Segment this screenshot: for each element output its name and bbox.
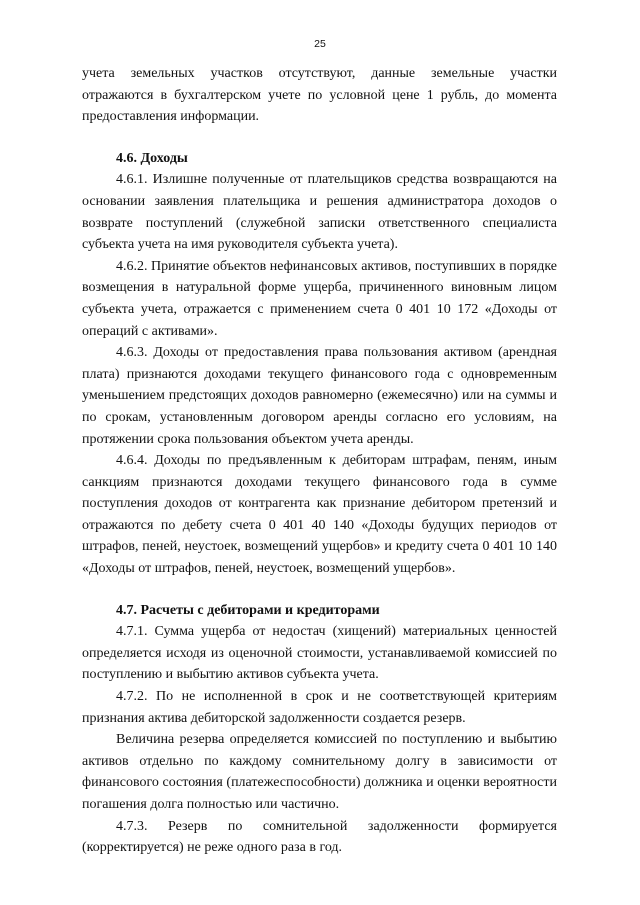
section-heading-4-6: 4.6. Доходы (116, 150, 188, 166)
intro-paragraph: учета земельных участков отсутствуют, данные земельные участки отражаются в бухгалтерском учете по условной цене 1 рубль, до момента предоставления информации. (82, 66, 557, 125)
page-number: 25 (314, 38, 326, 50)
paragraph-4-6-1: 4.6.1. Излишне полученные от плательщиков средства возвращаются на основании заявления плательщика и решения администратора доходов о возврате поступлений (служебной записки ответственного специалиста субъекта учета на имя руководителя субъекта учета). (82, 172, 557, 253)
page-content (82, 63, 557, 859)
paragraph-4-7-2-reserve: Величина резерва определяется комиссией по поступлению и выбытию активов отдельно по каждому сомнительному долгу в зависимости от финансового состояния (платежеспособности) должника и оценки вероятности погашения долга полностью или частично. (82, 732, 557, 812)
paragraph-4-6-4: 4.6.4. Доходы по предъявленным к дебиторам штрафам, пеням, иным санкциям признаются доходами текущего финансового года в сумме поступления доходов от контрагента как признание дебитором претензий и отражаются по дебету счета 0 401 40 140 «Доходы будущих периодов от штрафов, пеней, неустоек, возмещений ущербов» и кредиту счета 0 401 10 140 «Доходы от штрафов, пеней, неустоек, возмещений ущербов». (82, 453, 557, 577)
paragraph-4-6-3: 4.6.3. Доходы от предоставления права пользования активом (арендная плата) признаются доходами текущего финансового года с одновременным уменьшением предстоящих доходов равномерно (ежемесячно) или на суммы и по срокам, установленным договором аренды согласно его условиям, на протяжении срока пользования объектом учета аренды. (82, 345, 557, 447)
paragraph-4-6-2: 4.6.2. Принятие объектов нефинансовых активов, поступивших в порядке возмещения в натуральной форме ущерба, причиненного виновным лицом субъекта учета, отражается с применением счета 0 401 10 172 «Доходы от операций с активами». (82, 258, 557, 339)
spacer (82, 128, 557, 148)
paragraph-4-7-3: 4.7.3. Резерв по сомнительной задолженности формируется (корректируется) не реже одного раза в год. (82, 818, 557, 856)
paragraph-4-7-1: 4.7.1. Сумма ущерба от недостач (хищений) материальных ценностей определяется исходя из оценочной стоимости, устанавливаемой комиссией по поступлению и выбытию активов субъекта учета. (82, 624, 557, 683)
spacer (82, 580, 557, 600)
section-heading-4-7: 4.7. Расчеты с дебиторами и кредиторами (116, 602, 380, 618)
paragraph-4-7-2: 4.7.2. По не исполненной в срок и не соответствующей критериям признания актива дебиторской задолженности создается резерв. (82, 689, 557, 726)
